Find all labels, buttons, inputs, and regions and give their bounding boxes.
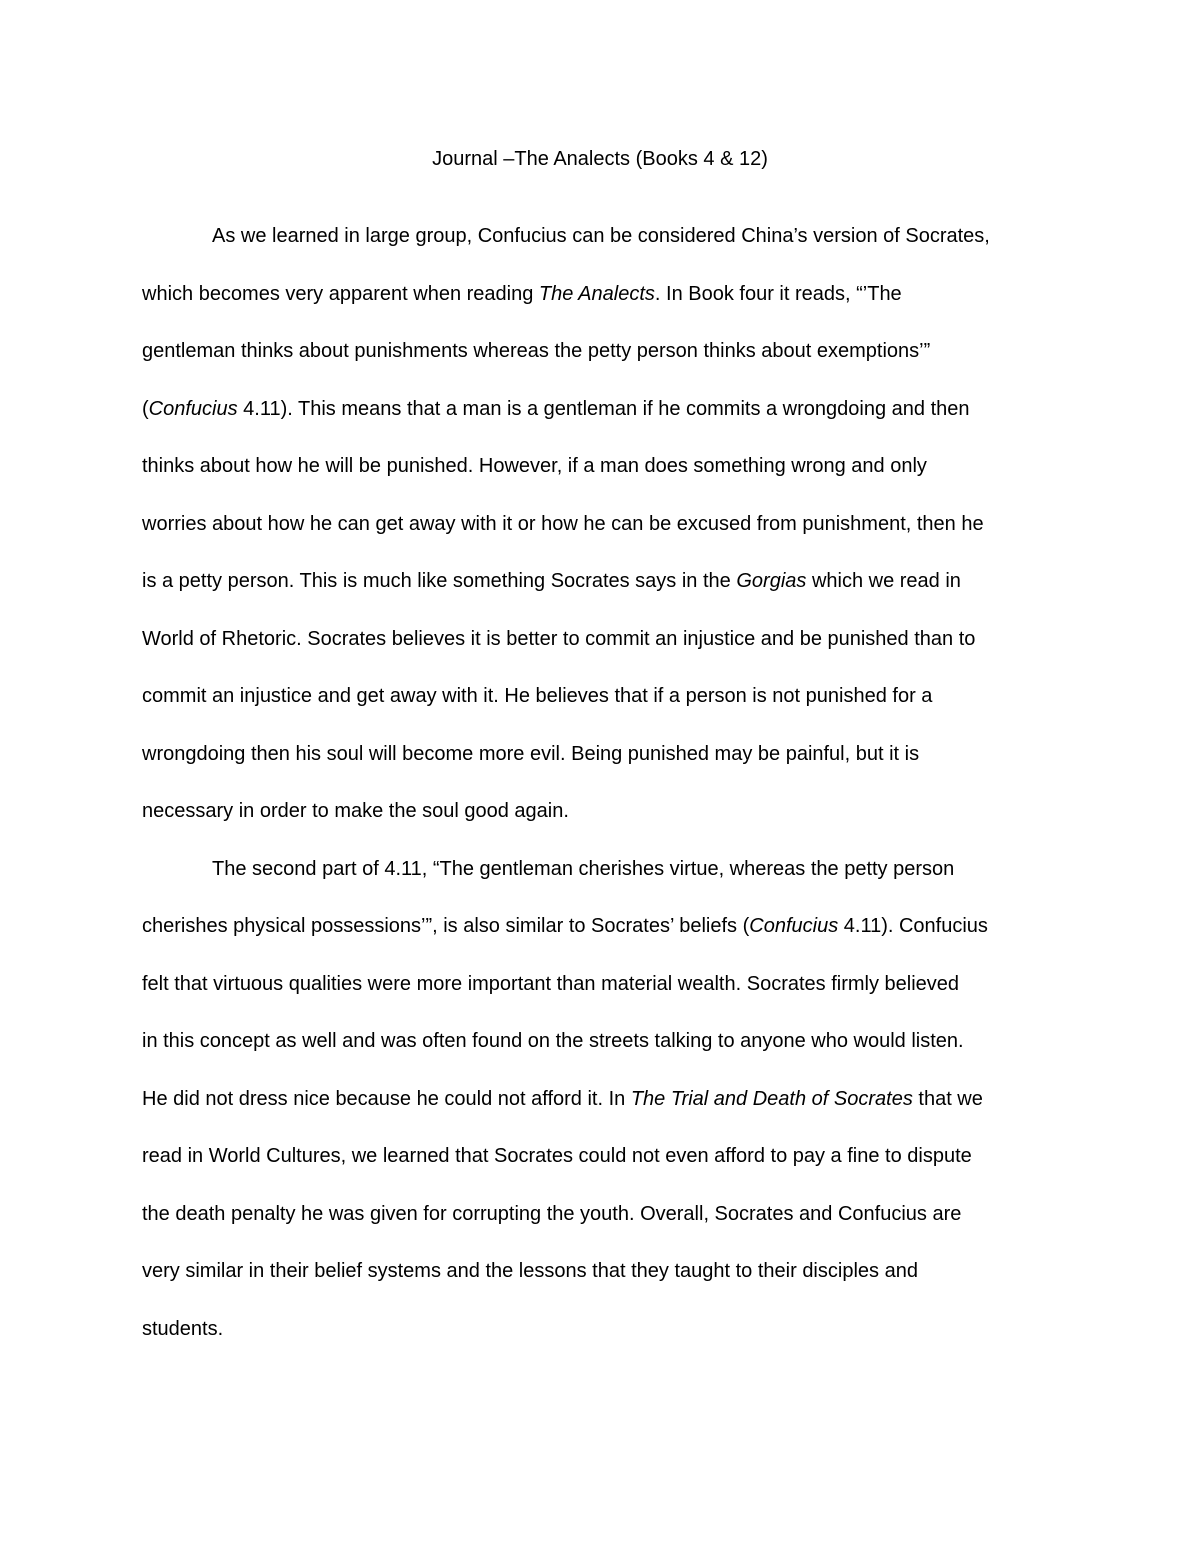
text-segment: (	[142, 397, 149, 420]
italic-title-text: The Trial and Death of Socrates	[630, 1087, 913, 1110]
text-segment: cherishes physical possessions’”, is also similar to Socrates’ beliefs (	[142, 915, 750, 937]
text-segment: commit an injustice and get away with it. He believes that if a person is not punished for a	[142, 685, 933, 707]
text-line	[142, 625, 975, 653]
text-segment: students.	[142, 1317, 224, 1340]
text-line	[142, 452, 927, 480]
text-line	[142, 1315, 223, 1343]
text-line	[142, 970, 959, 998]
text-segment: the death penalty he was given for corrupting the youth. Overall, Socrates and Confucius are	[142, 1202, 962, 1225]
text-segment: As we learned in large group, Confucius can be considered China’s version of Socrates,	[212, 225, 990, 247]
text-segment: 4.11). Confucius	[838, 915, 988, 937]
text-segment: in this concept as well and was often found on the streets talking to anyone who would listen.	[142, 1030, 964, 1052]
text-segment: . In Book four it reads, “’The	[654, 282, 902, 305]
text-segment: felt that virtuous qualities were more important than material wealth. Socrates firmly believed	[142, 972, 960, 995]
text-segment: wrongdoing then his soul will become more evil. Being punished may be painful, but it is	[142, 742, 920, 765]
text-line	[142, 1142, 972, 1170]
text-line	[212, 222, 990, 250]
text-segment: worries about how he can get away with it or how he can be excused from punishment, then he	[142, 512, 984, 535]
text-line	[142, 395, 970, 423]
text-segment: thinks about how he will be punished. However, if a man does something wrong and only	[142, 455, 927, 477]
text-segment: The second part of 4.11, “The gentleman cherishes virtue, whereas the petty person	[212, 857, 955, 880]
text-segment: 4.11). This means that a man is a gentleman if he commits a wrongdoing and then	[237, 397, 970, 420]
italic-title-text: The Analects	[538, 282, 655, 305]
text-segment: which becomes very apparent when reading	[142, 282, 539, 305]
text-segment: gentleman thinks about punishments whereas the petty person thinks about exemptions’”	[142, 340, 931, 362]
italic-title-text: Gorgias	[736, 570, 807, 592]
text-segment: very similar in their belief systems and the lessons that they taught to their disciples and	[142, 1260, 918, 1282]
text-segment: World of Rhetoric. Socrates believes it is better to commit an injustice and be punished than to	[142, 627, 976, 650]
text-line	[142, 1257, 918, 1285]
text-line	[142, 1200, 961, 1228]
italic-title-text: Confucius	[749, 915, 839, 937]
text-segment: He did not dress nice because he could not afford it. In	[142, 1087, 631, 1110]
text-line	[142, 280, 902, 308]
text-segment: read in World Cultures, we learned that Socrates could not even afford to pay a fine to dispute	[142, 1145, 972, 1167]
text-line	[142, 740, 919, 768]
text-line	[142, 682, 932, 710]
text-line	[142, 337, 930, 365]
text-line	[142, 1027, 964, 1055]
text-segment: that we	[912, 1087, 983, 1110]
text-line	[142, 1085, 983, 1113]
text-line	[142, 912, 988, 940]
document-title: Journal –The Analects (Books 4 & 12)	[432, 148, 768, 170]
italic-title-text: Confucius	[148, 397, 238, 420]
text-line	[212, 855, 954, 883]
text-segment: is a petty person. This is much like something Socrates says in the	[142, 570, 737, 592]
text-segment: which we read in	[806, 570, 961, 592]
text-line	[142, 510, 984, 538]
text-line	[142, 567, 961, 595]
text-line	[142, 797, 569, 825]
text-segment: necessary in order to make the soul good again.	[142, 800, 569, 822]
